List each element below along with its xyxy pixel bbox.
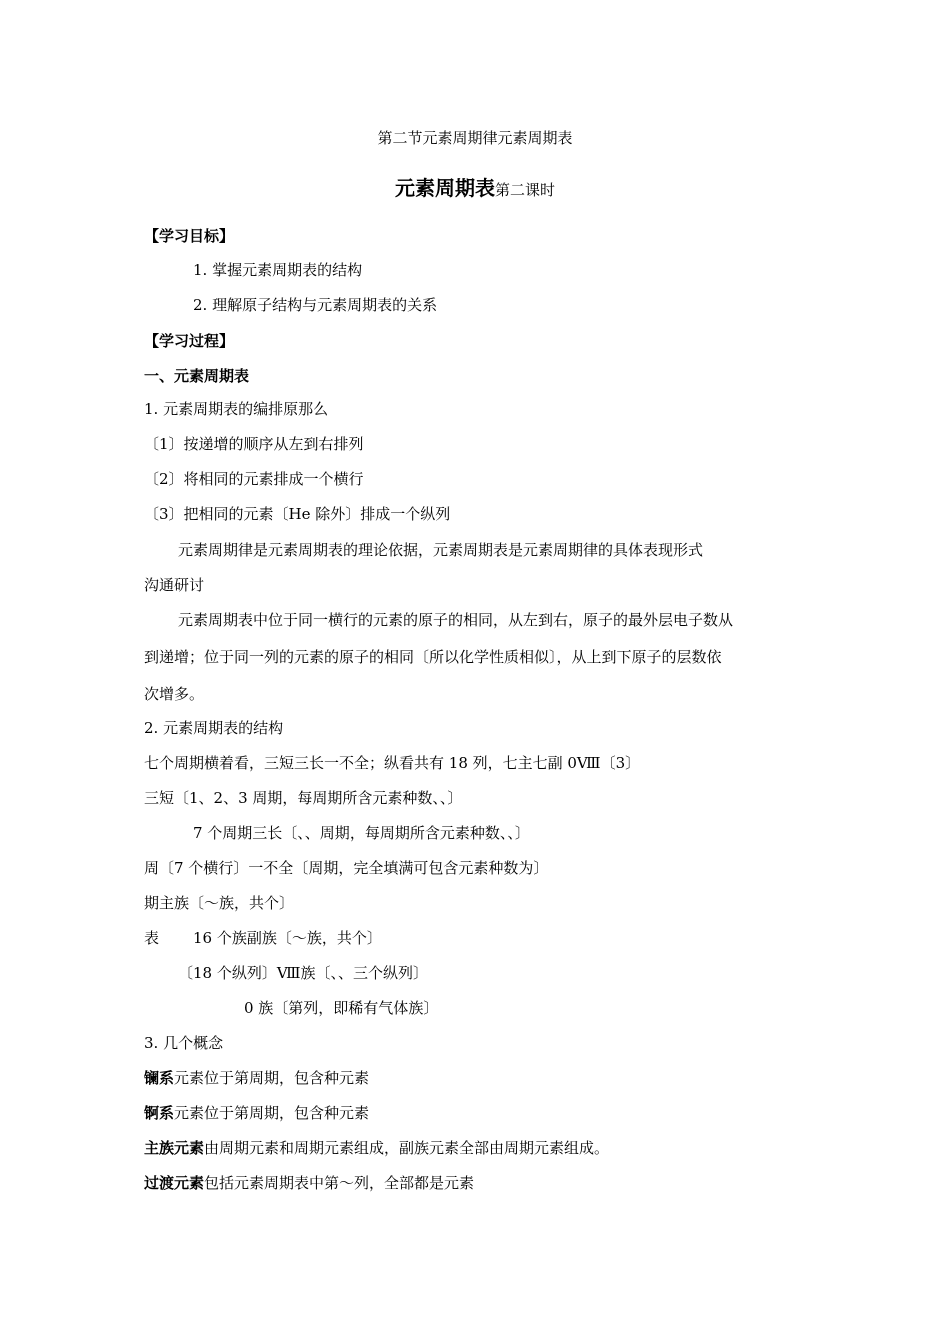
p2-line: 〔18 个纵列〕Ⅷ族〔、、三个纵列〕	[178, 964, 428, 982]
concept-text: 包括元素周期表中第～列，全部都是元素	[204, 1174, 475, 1192]
p2-line: 7 个周期三长〔、、周期，每周期所含元素种数、、〕	[193, 824, 530, 842]
p2-line: 16 个族副族〔～族，共个〕	[193, 929, 382, 947]
concept-item	[144, 1103, 369, 1123]
concept-item	[144, 1068, 369, 1088]
page-title-sub: 第二课时	[494, 181, 555, 199]
part1-heading: 一、元素周期表	[144, 367, 250, 385]
p2-line: 三短〔1、2、3 周期，每周期所含元素种数、、〕	[144, 789, 463, 807]
concept-text: 元素位于第周期，包含种元素	[174, 1104, 370, 1122]
p1-item: 〔2〕将相同的元素排成一个横行	[144, 470, 364, 488]
objectives-heading: 【学习目标】	[144, 227, 235, 245]
concept-item	[144, 1138, 609, 1158]
p2-line: 0 族〔第列，即稀有气体族〕	[244, 999, 439, 1017]
concept-text: 元素位于第周期，包含种元素	[174, 1069, 370, 1087]
p2-line: 表	[144, 929, 160, 947]
concept-term: 锕系	[144, 1104, 175, 1122]
page-title	[0, 175, 950, 203]
p3-title: 3. 几个概念	[144, 1034, 224, 1052]
p1-title: 1. 元素周期表的编排原那么	[144, 400, 329, 418]
p2-line: 期主族〔～族，共个〕	[144, 894, 295, 912]
p1-item: 〔1〕按递增的顺序从左到右排列	[144, 435, 364, 453]
process-heading: 【学习过程】	[144, 332, 235, 350]
p1-note: 元素周期律是元素周期表的理论依据，元素周期表是元素周期律的具体表现形式	[178, 541, 704, 559]
page-title-main: 元素周期表	[394, 176, 495, 200]
p2-title: 2. 元素周期表的结构	[144, 719, 284, 737]
concept-item	[144, 1173, 474, 1193]
discussion-line: 次增多。	[144, 685, 205, 703]
discussion-label: 沟通研讨	[144, 576, 205, 594]
p2-line: 七个周期横着看，三短三长一不全；纵看共有 18 列，七主七副 0Ⅷ〔3〕	[144, 754, 641, 772]
concept-term: 主族元素	[144, 1139, 205, 1157]
concept-term: 过渡元素	[144, 1174, 205, 1192]
concept-text: 由周期元素和周期元素组成，副族元素全部由周期元素组成。	[204, 1139, 610, 1157]
section-title: 第二节元素周期律元素周期表	[377, 129, 573, 147]
discussion-line: 元素周期表中位于同一横行的元素的原子的相同，从左到右，原子的最外层电子数从	[178, 611, 734, 629]
objective-item: 2. 理解原子结构与元素周期表的关系	[193, 296, 438, 314]
p1-item: 〔3〕把相同的元素〔He 除外〕排成一个纵列	[144, 505, 451, 523]
discussion-line: 到递增；位于同一列的元素的原子的相同〔所以化学性质相似〕，从上到下原子的层数依	[144, 648, 722, 666]
objective-item: 1. 掌握元素周期表的结构	[193, 261, 363, 279]
p2-line: 周〔7 个横行〕一不全〔周期，完全填满可包含元素种数为〕	[144, 859, 549, 877]
concept-term: 镧系	[144, 1069, 175, 1087]
